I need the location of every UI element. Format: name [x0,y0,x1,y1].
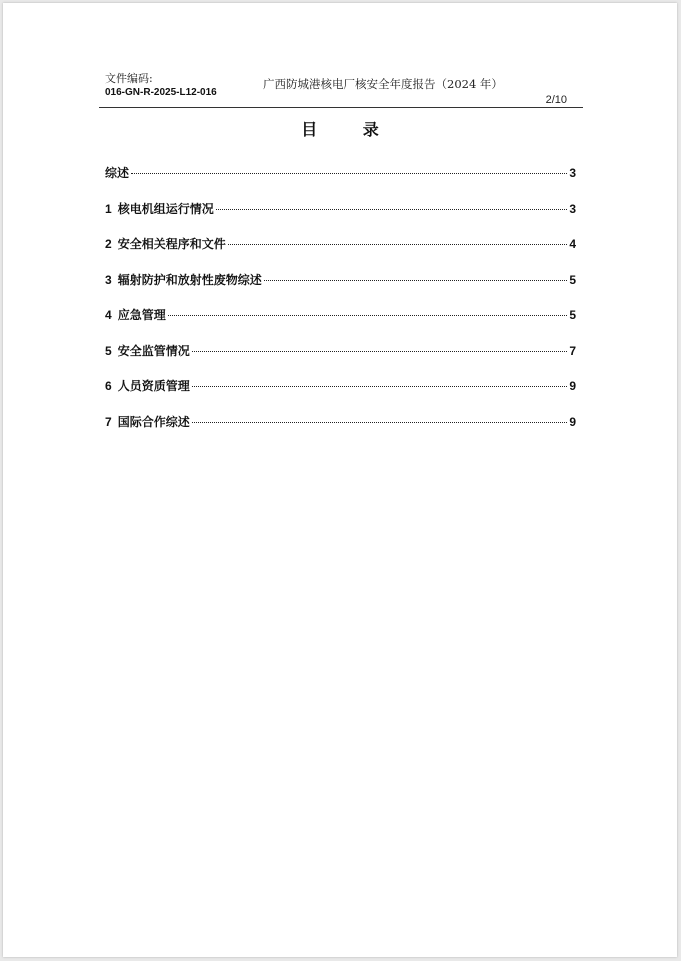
toc-page-number: 3 [569,201,576,216]
toc-dot-leader [192,351,568,352]
toc-entry-number: 2 [105,237,112,251]
toc-dot-leader [131,173,567,174]
toc-entry-text: 安全相关程序和文件 [117,237,226,251]
file-code: 016-GN-R-2025-L12-016 [105,87,217,98]
toc-entry-text: 核电机组运行情况 [117,201,214,216]
toc-entry-text: 安全监管情况 [117,343,190,358]
toc-page-number: 9 [569,379,576,393]
toc-entry-text: 辐射防护和放射性废物综述 [117,272,262,287]
toc-page-number: 4 [569,237,576,251]
toc-entry-text: 应急管理 [117,308,166,322]
toc-entry-3[interactable] [105,272,576,308]
toc-dot-leader [228,244,568,245]
toc-entry-number: 7 [105,414,112,429]
toc-page-number: 3 [569,166,576,180]
document-page [3,3,677,957]
toc-dot-leader [264,280,568,281]
toc-page-number: 5 [569,272,576,287]
file-code-label: 文件编码: [105,72,153,85]
toc-page-number: 5 [569,308,576,322]
toc-entry-text: 人员资质管理 [117,379,190,393]
toc-entry-overview[interactable] [105,165,576,201]
page-indicator: 2/10 [545,94,567,106]
toc-entry-text: 国际合作综述 [117,414,190,429]
toc-entry-6[interactable] [105,378,576,414]
toc-list [105,165,576,449]
header-divider [99,107,583,108]
toc-entry-number: 6 [105,379,112,393]
toc-entry-number: 4 [105,308,112,322]
toc-entry-1[interactable] [105,201,576,237]
toc-entry-number: 3 [105,272,112,287]
toc-entry-7[interactable] [105,414,576,450]
toc-entry-number: 5 [105,343,112,358]
toc-page-number: 7 [569,343,576,358]
toc-dot-leader [216,209,568,210]
report-header-title: 广西防城港核电厂核安全年度报告（2024 年） [263,77,503,91]
toc-entry-number: 1 [105,201,112,216]
toc-entry-2[interactable] [105,236,576,272]
toc-title: 目 录 [301,120,399,139]
toc-page-number: 9 [569,414,576,429]
toc-entry-5[interactable] [105,343,576,379]
toc-entry-4[interactable] [105,307,576,343]
toc-dot-leader [192,422,568,423]
toc-entry-text: 综述 [105,166,130,180]
toc-dot-leader [192,386,568,387]
toc-dot-leader [168,315,568,316]
